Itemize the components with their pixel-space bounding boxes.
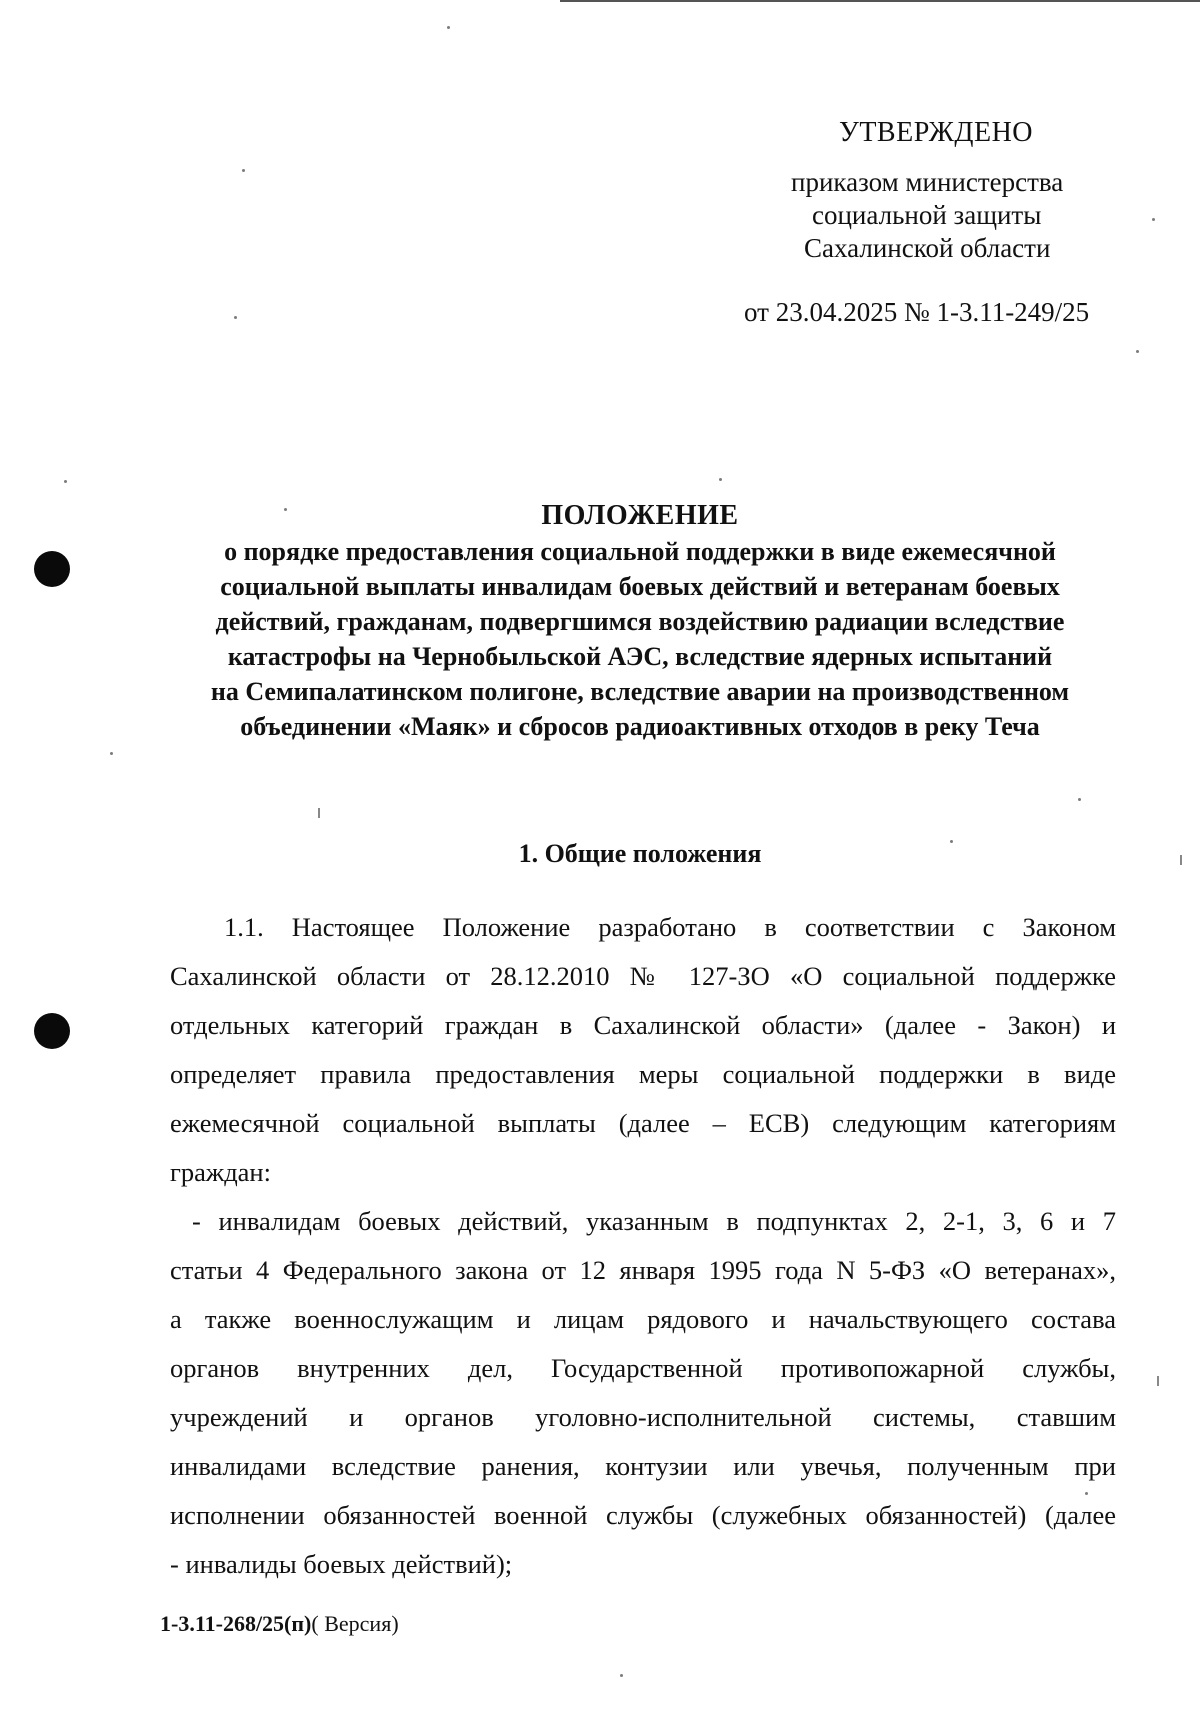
document-footer	[160, 1609, 399, 1639]
paragraph-line: органов внутренних дел, Государственной противопожарной службы,	[170, 1353, 1116, 1383]
scan-tick	[318, 808, 320, 818]
document-version: ( Версия)	[311, 1611, 399, 1636]
approval-line: Сахалинской области	[804, 233, 1051, 263]
scan-speck	[1152, 218, 1155, 221]
subtitle-line: катастрофы на Чернобыльской АЭС, вследствие ядерных испытаний	[227, 642, 1053, 671]
paragraph-line: а также военнослужащим и лицам рядового и начальствующего состава	[170, 1304, 1116, 1334]
document-title: ПОЛОЖЕНИЕ	[541, 500, 739, 531]
punch-hole-top	[34, 551, 70, 587]
paragraph-line: определяет правила предоставления меры социальной поддержки в виде	[170, 1059, 1116, 1089]
scan-speck	[242, 169, 245, 172]
paragraph-line: граждан:	[170, 1157, 271, 1187]
scan-speck	[234, 316, 237, 319]
paragraph-line: исполнении обязанностей военной службы (служебных обязанностей) (далее	[170, 1500, 1116, 1530]
scan-speck	[447, 26, 450, 29]
scan-tick	[1157, 1376, 1159, 1386]
paragraph-line: Сахалинской области от 28.12.2010 № 127-ЗО «О социальной поддержке	[170, 961, 1116, 991]
section-body	[170, 903, 1116, 1589]
scan-edge-line	[560, 0, 1200, 2]
paragraph-line: инвалидами вследствие ранения, контузии или увечья, полученным при	[170, 1451, 1116, 1481]
paragraph-line: статьи 4 Федерального закона от 12 января 1995 года N 5-ФЗ «О ветеранах»,	[170, 1255, 1116, 1285]
approval-line: приказом министерства	[791, 167, 1064, 197]
paragraph-line: - инвалидам боевых действий, указанным в подпунктах 2, 2-1, 3, 6 и 7	[192, 1206, 1116, 1236]
approval-order-number: от 23.04.2025 № 1-3.11-249/25	[744, 297, 1090, 327]
scan-speck	[620, 1674, 623, 1677]
approval-line: социальной защиты	[812, 200, 1042, 230]
scan-speck	[110, 752, 113, 755]
scan-speck	[64, 480, 67, 483]
paragraph-line: - инвалиды боевых действий);	[170, 1549, 513, 1579]
subtitle-line: действий, гражданам, подвергшимся воздействию радиации вследствие	[215, 607, 1065, 636]
paragraph-line: отдельных категорий граждан в Сахалинской области» (далее - Закон) и	[170, 1010, 1116, 1040]
paragraph-line: учреждений и органов уголовно-исполнительной системы, ставшим	[170, 1402, 1116, 1432]
scan-speck	[719, 478, 722, 481]
document-title-block	[160, 498, 1120, 744]
scan-speck	[1078, 798, 1081, 801]
subtitle-line: социальной выплаты инвалидам боевых действий и ветеранам боевых	[220, 572, 1060, 601]
scan-speck	[1136, 350, 1139, 353]
section-heading: 1. Общие положения	[518, 839, 762, 868]
subtitle-line: на Семипалатинском полигоне, вследствие аварии на производственном	[210, 677, 1070, 706]
subtitle-line: о порядке предоставления социальной поддержки в виде ежемесячной	[224, 537, 1056, 566]
subtitle-line: объединении «Маяк» и сбросов радиоактивных отходов в реку Теча	[240, 712, 1040, 741]
paragraph-line: 1.1. Настоящее Положение разработано в соответствии с Законом	[224, 912, 1116, 942]
document-subtitle	[160, 534, 1120, 744]
paragraph-line: ежемесячной социальной выплаты (далее – ЕСВ) следующим категориям	[170, 1108, 1116, 1138]
document-code: 1-3.11-268/25(п)	[160, 1611, 312, 1636]
punch-hole-bottom	[34, 1013, 70, 1049]
approval-heading: УТВЕРЖДЕНО	[839, 117, 1034, 148]
